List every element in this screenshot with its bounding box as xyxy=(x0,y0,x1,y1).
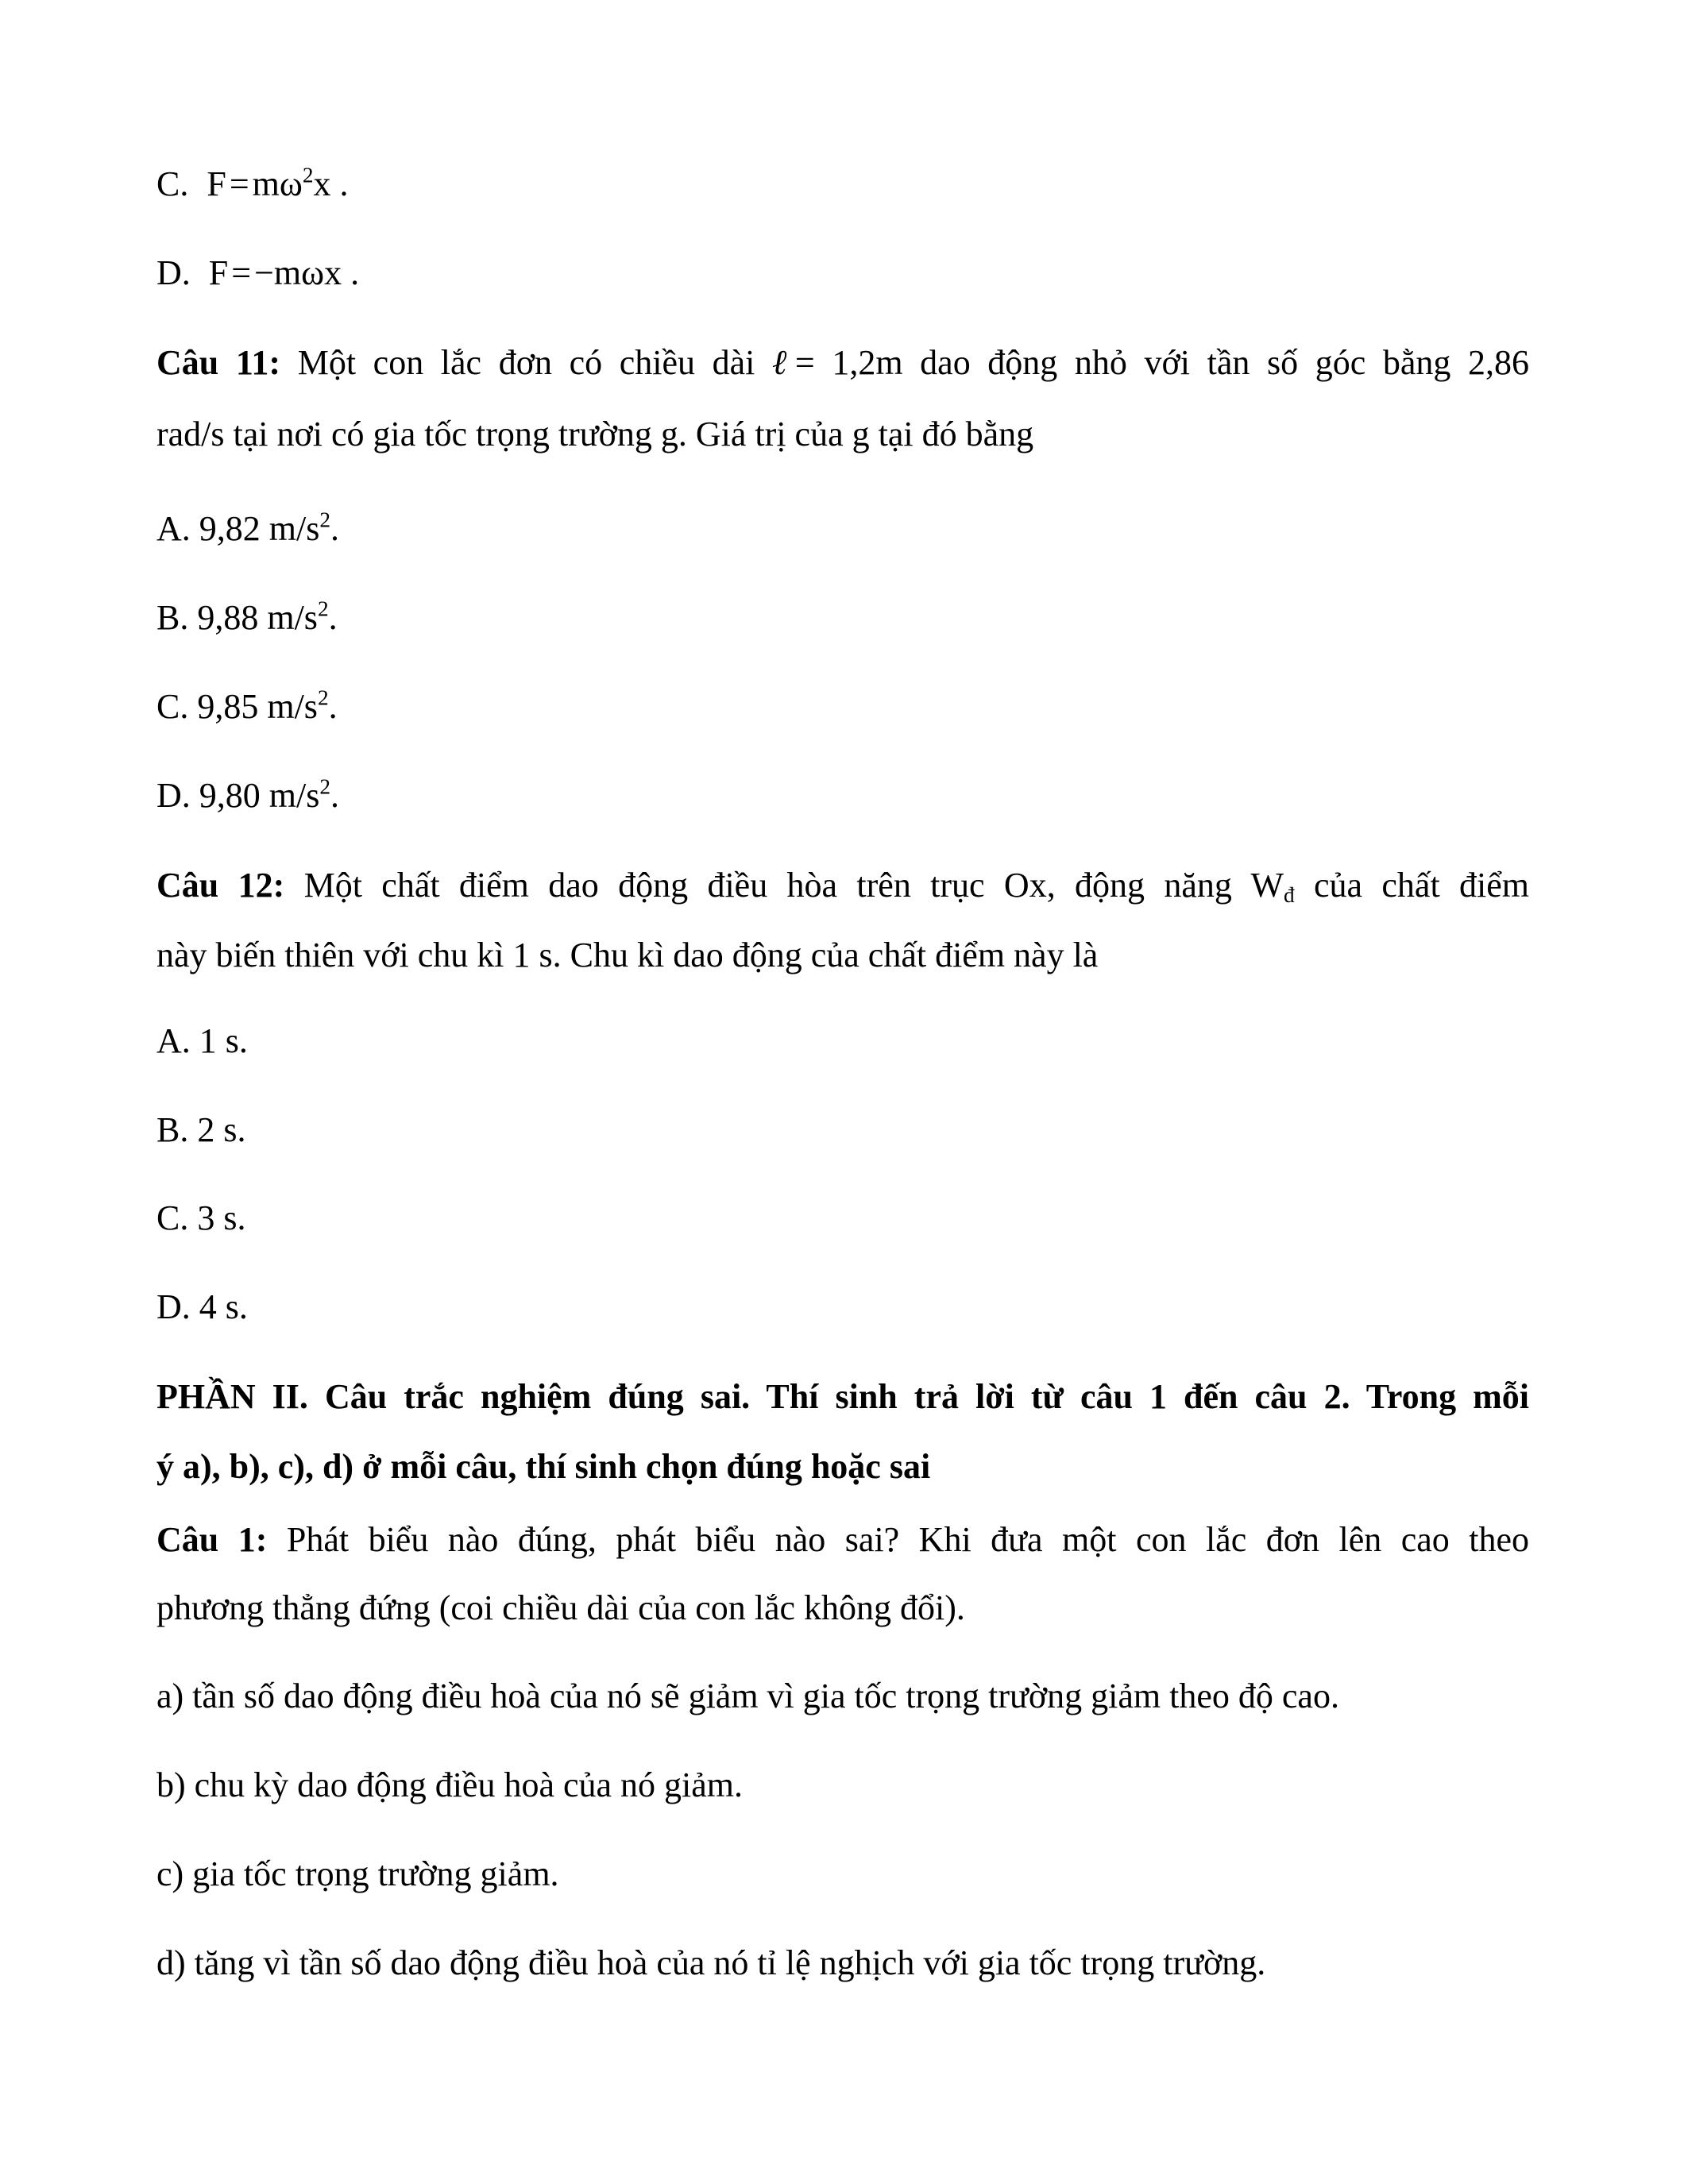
q10-option-d: D. F=−mωx . xyxy=(156,253,360,292)
q12-stem-line2: này biến thiên với chu kì 1 s. Chu kì dao động của chất điểm này là xyxy=(156,936,1099,974)
q12-option-b: B. 2 s. xyxy=(156,1110,246,1149)
q12-number: Câu 12: xyxy=(156,866,285,905)
q12-option-a: A. 1 s. xyxy=(156,1021,248,1060)
part2-heading-line2: ý a), b), c), d) ở mỗi câu, thí sinh chọn đúng hoặc sai xyxy=(156,1447,931,1486)
q11-stem-line1: Câu 11: Một con lắc đơn có chiều dài ℓ= 1,2m dao động nhỏ với tần số góc bằng 2,86 xyxy=(156,343,1529,382)
q11-option-d: D. 9,80 $m/s^2$. xyxy=(156,774,339,815)
q11-option-a: A. 9,82 $m/s^2$. xyxy=(156,507,339,548)
q12-option-d: D. 4 s. xyxy=(156,1287,248,1326)
q10-option-c: C. $F=m\omega^2x$ . xyxy=(156,163,349,203)
q11-stem-line2: rad/s tại nơi có gia tốc trọng trường g. Giá trị của g tại đó bằng xyxy=(156,415,1034,453)
q12-stem-line1: Câu 12: Một chất điểm dao động điều hòa trên trục Ox, động năng $W_đ$ của chất điểm xyxy=(156,866,1529,907)
ell-symbol: ℓ xyxy=(771,343,795,382)
p2q1-item-d: d) tăng vì tần số dao động điều hoà của nó tỉ lệ nghịch với gia tốc trọng trường. xyxy=(156,1943,1266,1982)
p2q1-item-a: a) tần số dao động điều hoà của nó sẽ giảm vì gia tốc trọng trường giảm theo độ cao. xyxy=(156,1677,1339,1715)
part2-heading-line1: PHẦN II. Câu trắc nghiệm đúng sai. Thí sinh trả lời từ câu 1 đến câu 2. Trong mỗi xyxy=(156,1377,1529,1416)
q11-option-c: C. 9,85 $m/s^2$. xyxy=(156,685,338,726)
q11-number: Câu 11: xyxy=(156,343,281,382)
p2q1-number: Câu 1: xyxy=(156,1520,268,1559)
q11-option-b: B. 9,88 $m/s^2$. xyxy=(156,596,338,637)
p2q1-stem-line1: Câu 1: Phát biểu nào đúng, phát biểu nào sai? Khi đưa một con lắc đơn lên cao theo xyxy=(156,1520,1529,1559)
p2q1-item-b: b) chu kỳ dao động điều hoà của nó giảm. xyxy=(156,1765,744,1804)
q12-option-c: C. 3 s. xyxy=(156,1198,246,1237)
p2q1-item-c: c) gia tốc trọng trường giảm. xyxy=(156,1854,559,1893)
p2q1-stem-line2: phương thẳng đứng (coi chiều dài của con lắc không đổi). xyxy=(156,1588,965,1627)
